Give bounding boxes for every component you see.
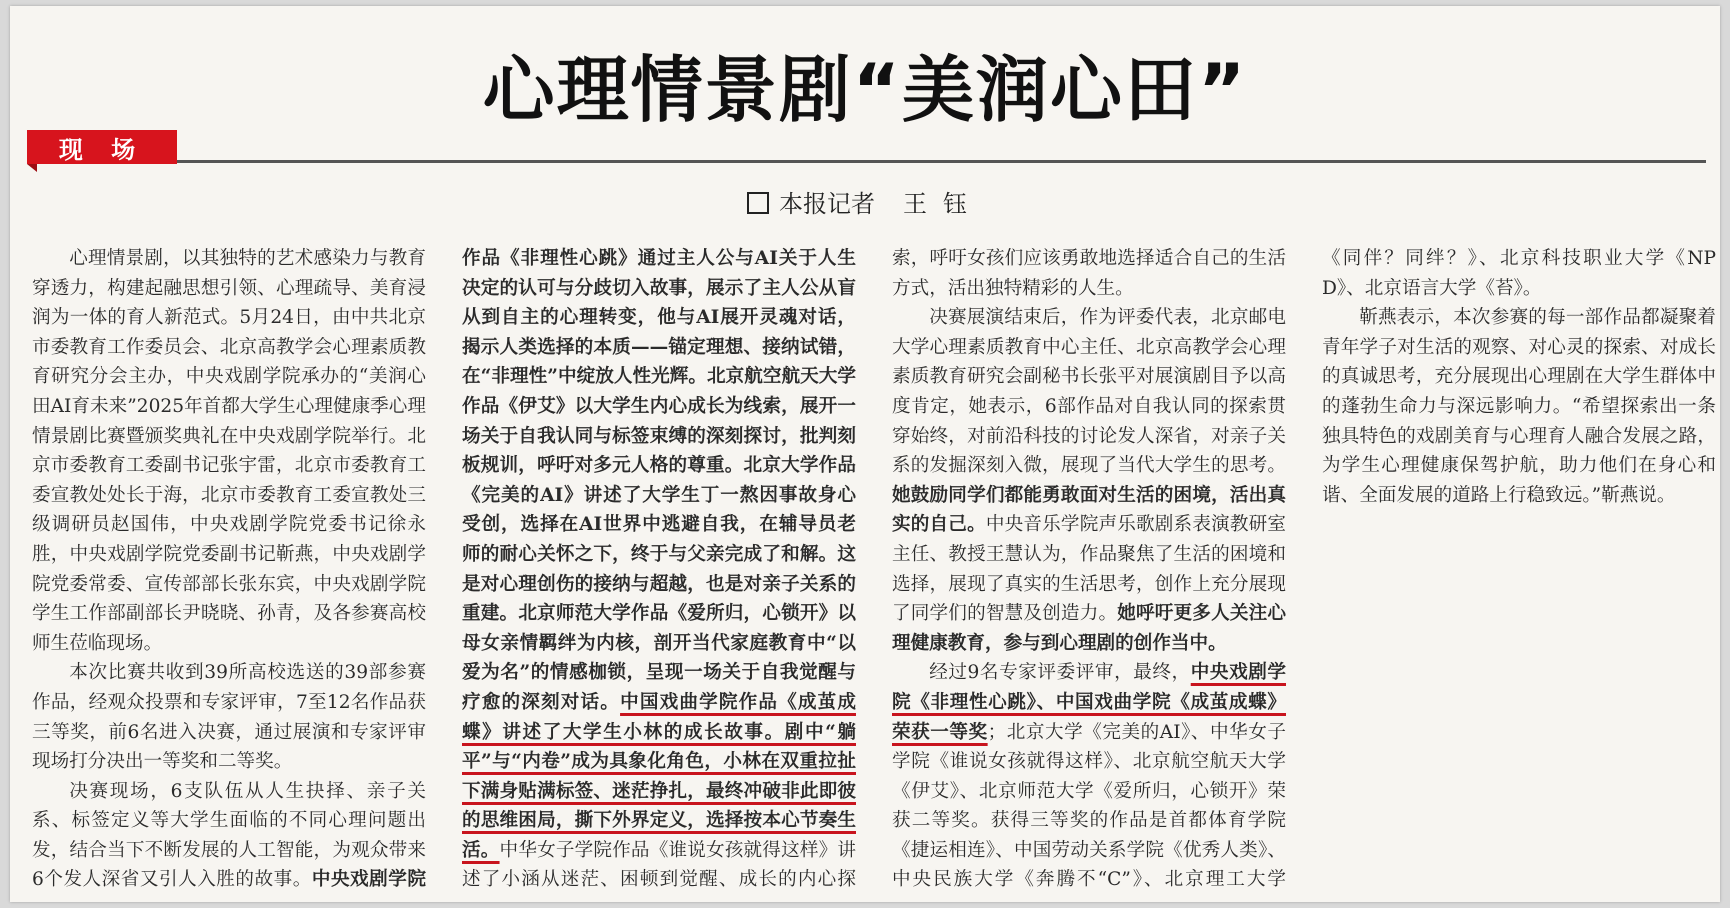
paragraph-text: 本次比赛共收到39所高校选送的39部参赛作品，经观众投票和专家评审，7至12名作品获三等奖，前6名进入决赛，通过展演和专家评审现场打分决出一等奖和二等奖。: [32, 662, 426, 773]
paragraph-text: 中华女子学院作品《谁说女孩就得这样》讲述了小涵从迷茫、困顿到觉醒、成长的内心探索，呼吁女孩们应该勇敢地选择适合自己的生活方式，活出独特精彩的人生。: [462, 248, 1286, 891]
paragraph-text: 心理情景剧，以其独特的艺术感染力与教育穿透力，构建起融思想引领、心理疏导、美育浸润为一体的育人新范式。5月24日，由中共北京市委教育工作委员会、北京高教学会心理素质教育研究分会主办，中央戏剧学院承办的“美润心田AI育未来”2025年首都大学生心理健康季心理情景剧比赛暨颁奖典礼在中央戏剧学院举行。北京市委教育工委副书记张宇雷，北京市委教育工委宣教处处长于海，北京市委教育工委宣教处三级调研员赵国伟，中央戏剧学院党委书记徐永胜，中央戏剧学院党委副书记靳燕，中央戏剧学院党委常委、宣传部部长张东宾，中央戏剧学院学生工作部副部长尹晓晓、孙青，及各参赛高校师生莅临现场。: [32, 248, 426, 654]
bold-text: 北京航空航天大学作品《伊艾》以大学生内心成长为线索，展开一场关于自我认同与标签束缚的深刻探讨，批判刻板规训，呼吁对多元人格的尊重。: [462, 366, 856, 477]
paragraph-text: 中央音乐学院声乐歌剧系表演教研室主任、教授王慧认为，作品聚焦了生活的困境和选择，展现了真实的生活思考，创作上充分展现了同学们的智慧及创造力。: [892, 514, 1286, 625]
paragraph-text: 经过9名专家评委评审，最终，: [929, 662, 1191, 684]
paragraph-text: 决赛展演结束后，作为评委代表，北京邮电大学心理素质教育中心主任、北京高教学会心理素质教育研究会副秘书长张平对展演剧目予以高度肯定，她表示，6部作品对自我认同的探索贯穿始终，对前沿科技的讨论发人深省，对亲子关系的发掘深刻入微，展现了当代大学生的思考。: [892, 307, 1286, 477]
article-headline: 心理情景剧“美润心田”: [482, 48, 1248, 132]
bold-text: 她鼓励同学们都能勇敢面对生活的困境，活出真实的自己。: [892, 484, 1286, 536]
article-paragraph: [32, 658, 426, 776]
bold-text: 北京师范大学作品《爱所归，心锁开》以母女亲情羁绊为内核，剖开当代家庭教育中“以爱为名”的情感枷锁，呈现一场关于自我觉醒与疗愈的深刻对话。: [462, 603, 856, 713]
article-paragraph: [32, 244, 426, 658]
underlined-text: 中央戏剧学院《非理性心跳》、中国戏曲学院《成茧成蝶》荣获一等奖: [892, 662, 1286, 743]
bold-text: 她呼吁更多人关注心理健康教育，参与到心理剧的创作当中。: [892, 603, 1286, 654]
newspaper-page: [10, 6, 1720, 902]
headline-rule: [177, 160, 1706, 163]
article-paragraph: [1322, 303, 1716, 510]
paragraph-text: ；北京大学《完美的AI》、中华女子学院《谁说女孩就得这样》、北京航空航天大学《伊艾》、北京师范大学《爱所归，心锁开》荣获二等奖。获得三等奖的作品是首都体育学院《捷运相连》、中国劳动关系学院《优秀人类》、中央民族大学《奔腾不“C”》、北京理工大学《同伴？同绊？》、北京科技职业大学《NPD》、北京语言大学《苔》。: [892, 248, 1716, 891]
byline: [10, 184, 1720, 219]
underlined-text: 中国戏曲学院作品《成茧成蝶》讲述了大学生小林的成长故事。剧中“躺平”与“内卷”成为具象化角色，小林在双重拉扯下满身贴满标签、迷茫挣扎，最终冲破非此即彼的思维困局，撕下外界定义，选择按本心节奏生活。: [462, 691, 856, 861]
section-tag: 现 场: [27, 130, 177, 164]
paragraph-text: 决赛现场，6支队伍从人生抉择、亲子关系、标签定义等大学生面临的不同心理问题出发，结合当下不断发展的人工智能，为观众带来6个发人深省又引人入胜的故事。: [32, 780, 426, 891]
byline-box-icon: [747, 192, 769, 214]
bold-text: 北京大学作品《完美的AI》讲述了大学生丁一熬因事故身心受创，选择在AI世界中逃避自我，在辅导员老师的耐心关怀之下，终于与父亲完成了和解。这是对心理创伤的接纳与超越，也是对亲子关系的重建。: [462, 455, 856, 625]
paragraph-text: 靳燕表示，本次参赛的每一部作品都凝聚着青年学子对生活的观察、对心灵的探索、对成长的真诚思考，充分展现出心理剧在大学生群体中的蓬勃生命力与深远影响力。“希望探索出一条独具特色的戏剧美育与心理育人融合发展之路，为学生心理健康保驾护航，助力他们在身心和谐、全面发展的道路上行稳致远。”靳燕说。: [1322, 307, 1716, 506]
article-body: [32, 244, 1716, 898]
bold-text: 中央戏剧学院作品《非理性心跳》通过主人公与AI关于人生决定的认可与分歧切入故事，展示了主人公从盲从到自主的心理转变，他与AI展开灵魂对话，揭示人类选择的本质——锚定理想、接纳试错，在“非理性”中绽放人性光辉。: [311, 248, 856, 891]
article-paragraph: [892, 303, 1286, 658]
byline-label: 本报记者: [779, 190, 875, 218]
byline-author: 王钰: [903, 190, 983, 218]
